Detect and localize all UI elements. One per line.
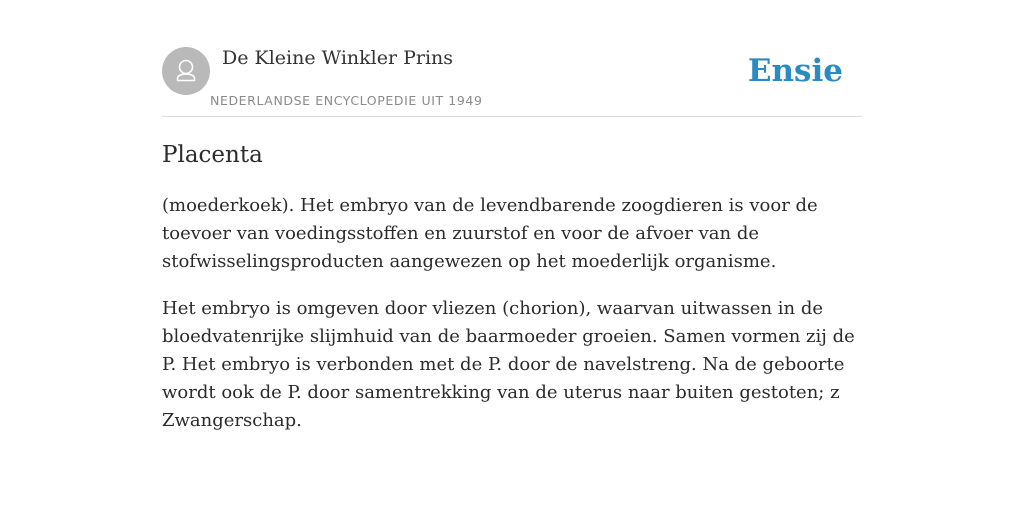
user-icon bbox=[162, 47, 210, 95]
article-paragraph: (moederkoek). Het embryo van de levendbarende zoogdieren is voor de toevoer van voedingsstoffen en zuurstof en voor de afvoer van de stofwisselingsproducten aangewezen op het moederlijk organisme. bbox=[162, 195, 818, 272]
ensie-logo[interactable]: Ensie bbox=[747, 53, 843, 89]
author-subtitle: NEDERLANDSE ENCYCLOPEDIE UIT 1949 bbox=[210, 93, 483, 108]
article-paragraph: Het embryo is omgeven door vliezen (chorion), waarvan uitwassen in de bloedvatenrijke slijmhuid van de baarmoeder groeien. Samen vormen zij de P. Het embryo is verbonden met de P. door de navelstreng. Na de geboorte wordt ook de P. door samentrekking van de uterus naar buiten gestoten; z Zwangerschap. bbox=[162, 298, 855, 431]
article-body bbox=[162, 192, 862, 454]
author-name[interactable]: De Kleine Winkler Prins bbox=[222, 47, 454, 69]
article-title: Placenta bbox=[162, 142, 263, 168]
header bbox=[162, 46, 862, 117]
avatar[interactable] bbox=[162, 47, 210, 95]
